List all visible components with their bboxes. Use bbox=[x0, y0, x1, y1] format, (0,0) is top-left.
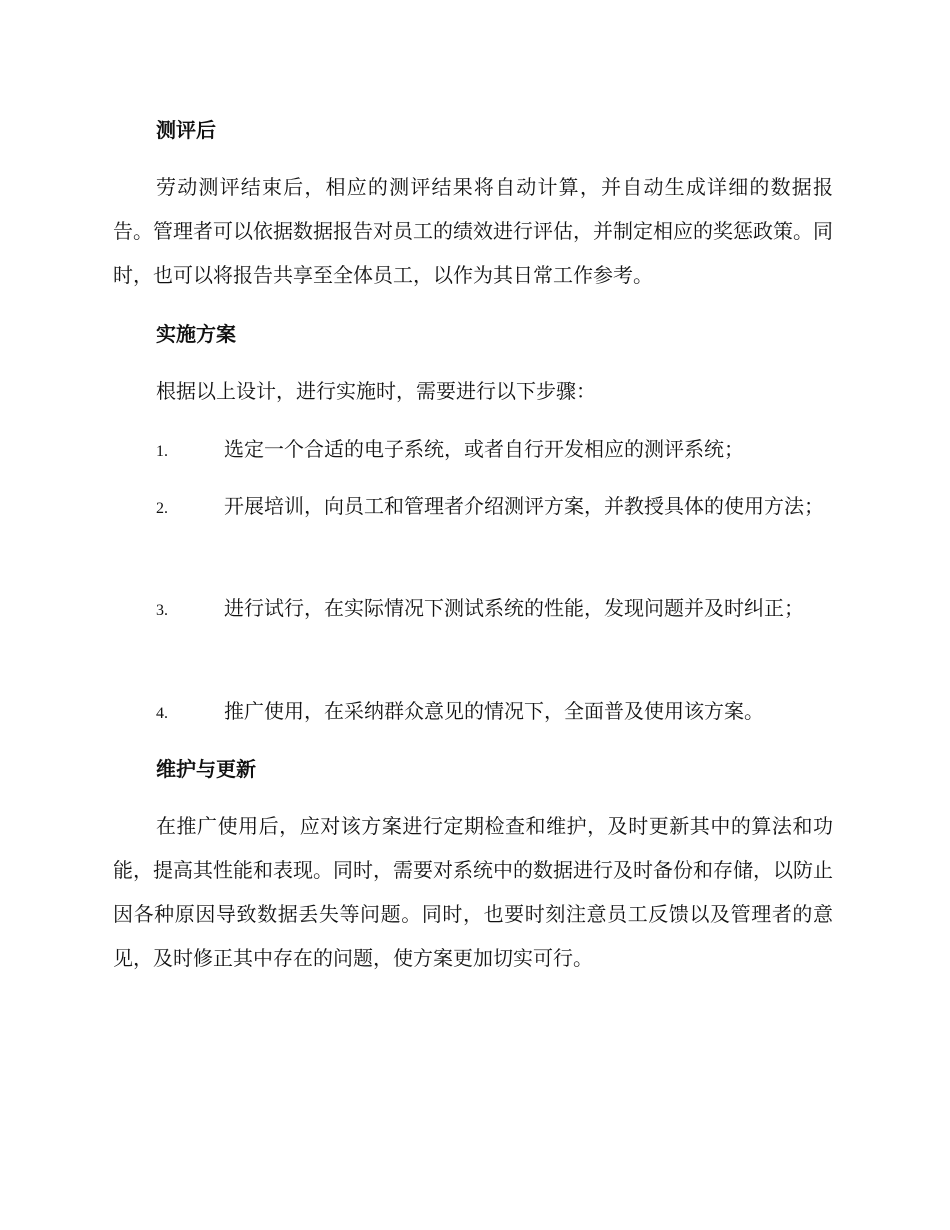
paragraph-implementation-intro: 根据以上设计，进行实施时，需要进行以下步骤： bbox=[156, 379, 596, 403]
section-heading-implementation: 实施方案 bbox=[156, 322, 236, 346]
list-number: 4. bbox=[156, 705, 168, 722]
list-number: 3. bbox=[156, 602, 168, 619]
list-item-text: 开展培训，向员工和管理者介绍测评方案，并教授具体的使用方法； bbox=[224, 494, 824, 518]
list-number: 2. bbox=[156, 500, 168, 517]
list-item-text: 推广使用，在采纳群众意见的情况下，全面普及使用该方案。 bbox=[224, 699, 764, 723]
list-item bbox=[113, 586, 833, 633]
list-item bbox=[113, 484, 833, 531]
paragraph-maintenance: 在推广使用后，应对该方案进行定期检查和维护，及时更新其中的算法和功能，提高其性能和表现。同时，需要对系统中的数据进行及时备份和存储，以防止因各种原因导致数据丢失等问题。同时，也要时刻注意员工反馈以及管理者的意见，及时修正其中存在的问题，使方案更加切实可行。 bbox=[113, 814, 833, 970]
list-item-text: 进行试行，在实际情况下测试系统的性能，发现问题并及时纠正； bbox=[224, 596, 804, 620]
list-number: 1. bbox=[156, 443, 168, 460]
list-item-text: 选定一个合适的电子系统，或者自行开发相应的测评系统； bbox=[224, 437, 744, 461]
list-item bbox=[113, 427, 833, 474]
paragraph-after-assessment: 劳动测评结束后，相应的测评结果将自动计算，并自动生成详细的数据报告。管理者可以依据数据报告对员工的绩效进行评估，并制定相应的奖惩政策。同时，也可以将报告共享至全体员工，以作为其日常工作参考。 bbox=[113, 175, 833, 287]
section-heading-maintenance: 维护与更新 bbox=[156, 757, 256, 781]
section-heading-after-assessment: 测评后 bbox=[156, 118, 216, 142]
list-item bbox=[113, 689, 833, 736]
